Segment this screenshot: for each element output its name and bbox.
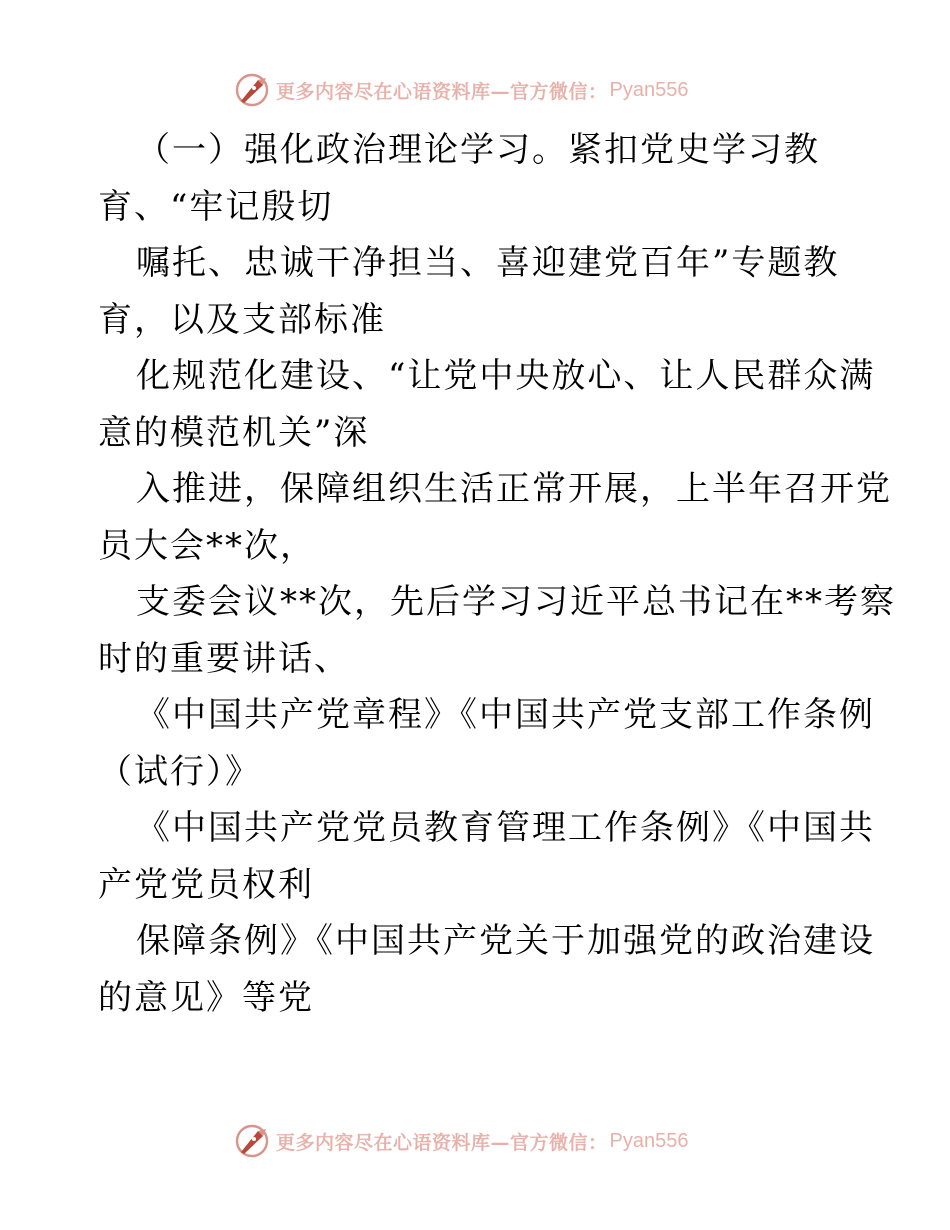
- text-line: 《中国共产党章程》《中国共产党支部工作条例: [136, 695, 875, 735]
- text-line: 育、“牢记殷切: [98, 186, 334, 227]
- text-line: 时的重要讲话、: [98, 638, 350, 679]
- pen-nib-logo-icon: [232, 1121, 272, 1161]
- text-line: 的意见》等党: [98, 977, 314, 1018]
- watermark-wechat-id: Pyan556: [609, 78, 689, 101]
- text-line: 意的模范机关”深: [98, 412, 370, 453]
- text-line: 保障条例》《中国共产党关于加强党的政治建设: [136, 921, 875, 961]
- text-line: （一）强化政治理论学习。紧扣党史学习教: [136, 130, 820, 170]
- header-watermark: [232, 70, 688, 110]
- text-line: 入推进，保障组织生活正常开展，上半年召开党: [136, 469, 892, 509]
- text-line: 产党党员权利: [98, 864, 314, 905]
- text-line: 育，以及支部标准: [98, 299, 386, 340]
- watermark-text: 更多内容尽在心语资料库—官方微信：: [276, 80, 608, 103]
- text-line: （试行）》: [98, 751, 261, 792]
- text-line: 嘱托、忠诚干净担当、喜迎建党百年”专题教: [136, 243, 840, 283]
- text-line: 《中国共产党党员教育管理工作条例》《中国共: [136, 808, 875, 848]
- text-line: 员大会**次，: [98, 525, 316, 566]
- watermark-wechat-id: Pyan556: [609, 1129, 689, 1152]
- text-line: 化规范化建设、“让党中央放心、让人民群众满: [136, 356, 876, 396]
- document-body: [98, 122, 896, 1026]
- footer-watermark: [232, 1121, 688, 1161]
- text-line: 支委会议**次，先后学习习近平总书记在**考察: [136, 582, 896, 622]
- watermark-text: 更多内容尽在心语资料库—官方微信：: [276, 1131, 608, 1154]
- pen-nib-logo-icon: [232, 70, 272, 110]
